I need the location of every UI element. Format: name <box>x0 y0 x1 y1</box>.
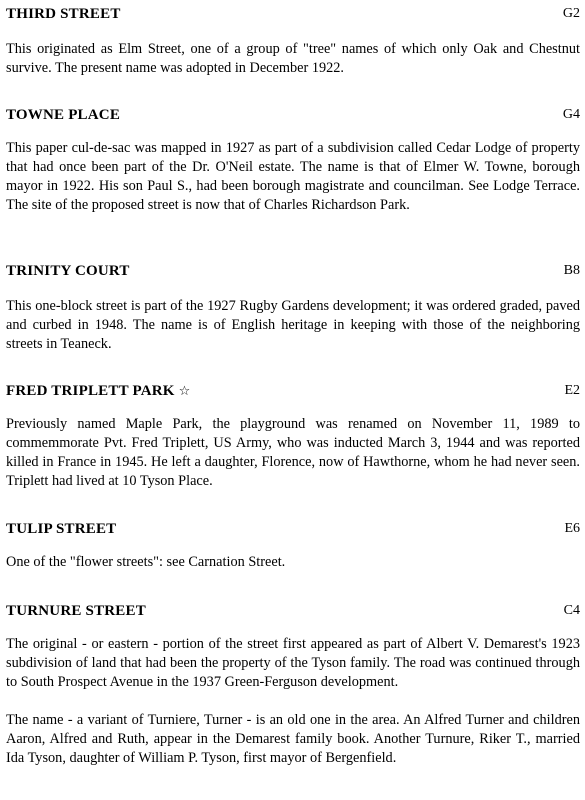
entry-paragraph: Previously named Maple Park, the playground was renamed on November 11, 1989 to commemmorate Pvt. Fred Triplett, US Army, who was inducted March 3, 1944 and was reported killed in France in 1945. He left a daughter, Florence, now of Hawthorne, whom he had never seen. Triplett had lived at 10 Tyson Place. <box>6 416 580 489</box>
entry-third-street <box>6 6 580 78</box>
entry-title-text: FRED TRIPLETT PARK <box>6 383 175 399</box>
entry-trinity-court <box>6 263 580 354</box>
entry-heading <box>6 263 580 283</box>
entry-title <box>6 383 191 400</box>
grid-reference: B8 <box>563 263 580 278</box>
entry-paragraph: One of the "flower streets": see Carnation Street. <box>6 554 286 570</box>
grid-reference: G4 <box>562 107 580 122</box>
entry-heading <box>6 521 580 541</box>
entry-paragraph: The name - a variant of Turniere, Turner - is an old one in the area. An Alfred Turner and children Aaron, Alfred and Ruth, appear in the Demarest family book. Another Turnure, Riker T., married Ida Tyson, daughter of William P. Tyson, first mayor of Bergenfield. <box>6 712 580 766</box>
entry-title: THIRD STREET <box>6 6 121 22</box>
entry-title: TULIP STREET <box>6 521 117 537</box>
entry-heading <box>6 383 580 403</box>
entry-turnure-street <box>6 603 580 768</box>
grid-reference: G2 <box>562 6 580 21</box>
entry-heading <box>6 603 580 623</box>
grid-reference: C4 <box>563 603 580 618</box>
entry-paragraph: This one-block street is part of the 1927 Rugby Gardens development; it was ordered graded, paved and curbed in 1948. The name is of English heritage in keeping with those of the neighboring streets in Teaneck. <box>6 298 580 352</box>
entry-towne-place <box>6 107 580 215</box>
star-icon: ☆ <box>178 384 191 399</box>
entry-paragraph: This paper cul-de-sac was mapped in 1927 as part of a subdivision called Cedar Lodge of property that had once been part of the Dr. O'Neil estate. The name is that of Elmer W. Towne, borough mayor in 1922. His son Paul S., had been borough magistrate and councilman. See Lodge Terrace. The site of the proposed street is now that of Charles Richardson Park. <box>6 140 580 213</box>
entry-heading <box>6 107 580 127</box>
entry-title: TURNURE STREET <box>6 603 146 619</box>
grid-reference: E6 <box>564 521 580 536</box>
entry-title: TOWNE PLACE <box>6 107 121 123</box>
entry-heading <box>6 6 580 26</box>
entry-tulip-street <box>6 521 580 572</box>
grid-reference: E2 <box>564 383 580 398</box>
entry-paragraph: This originated as Elm Street, one of a group of "tree" names of which only Oak and Chestnut survive. The present name was adopted in December 1922. <box>6 41 580 76</box>
entry-title: TRINITY COURT <box>6 263 130 279</box>
entry-fred-triplett-park <box>6 383 580 491</box>
entry-paragraph: The original - or eastern - portion of the street first appeared as part of Albert V. Demarest's 1923 subdivision of land that had been the property of the Tyson family. The road was continued through to South Prospect Avenue in the 1937 Green-Ferguson development. <box>6 636 580 690</box>
